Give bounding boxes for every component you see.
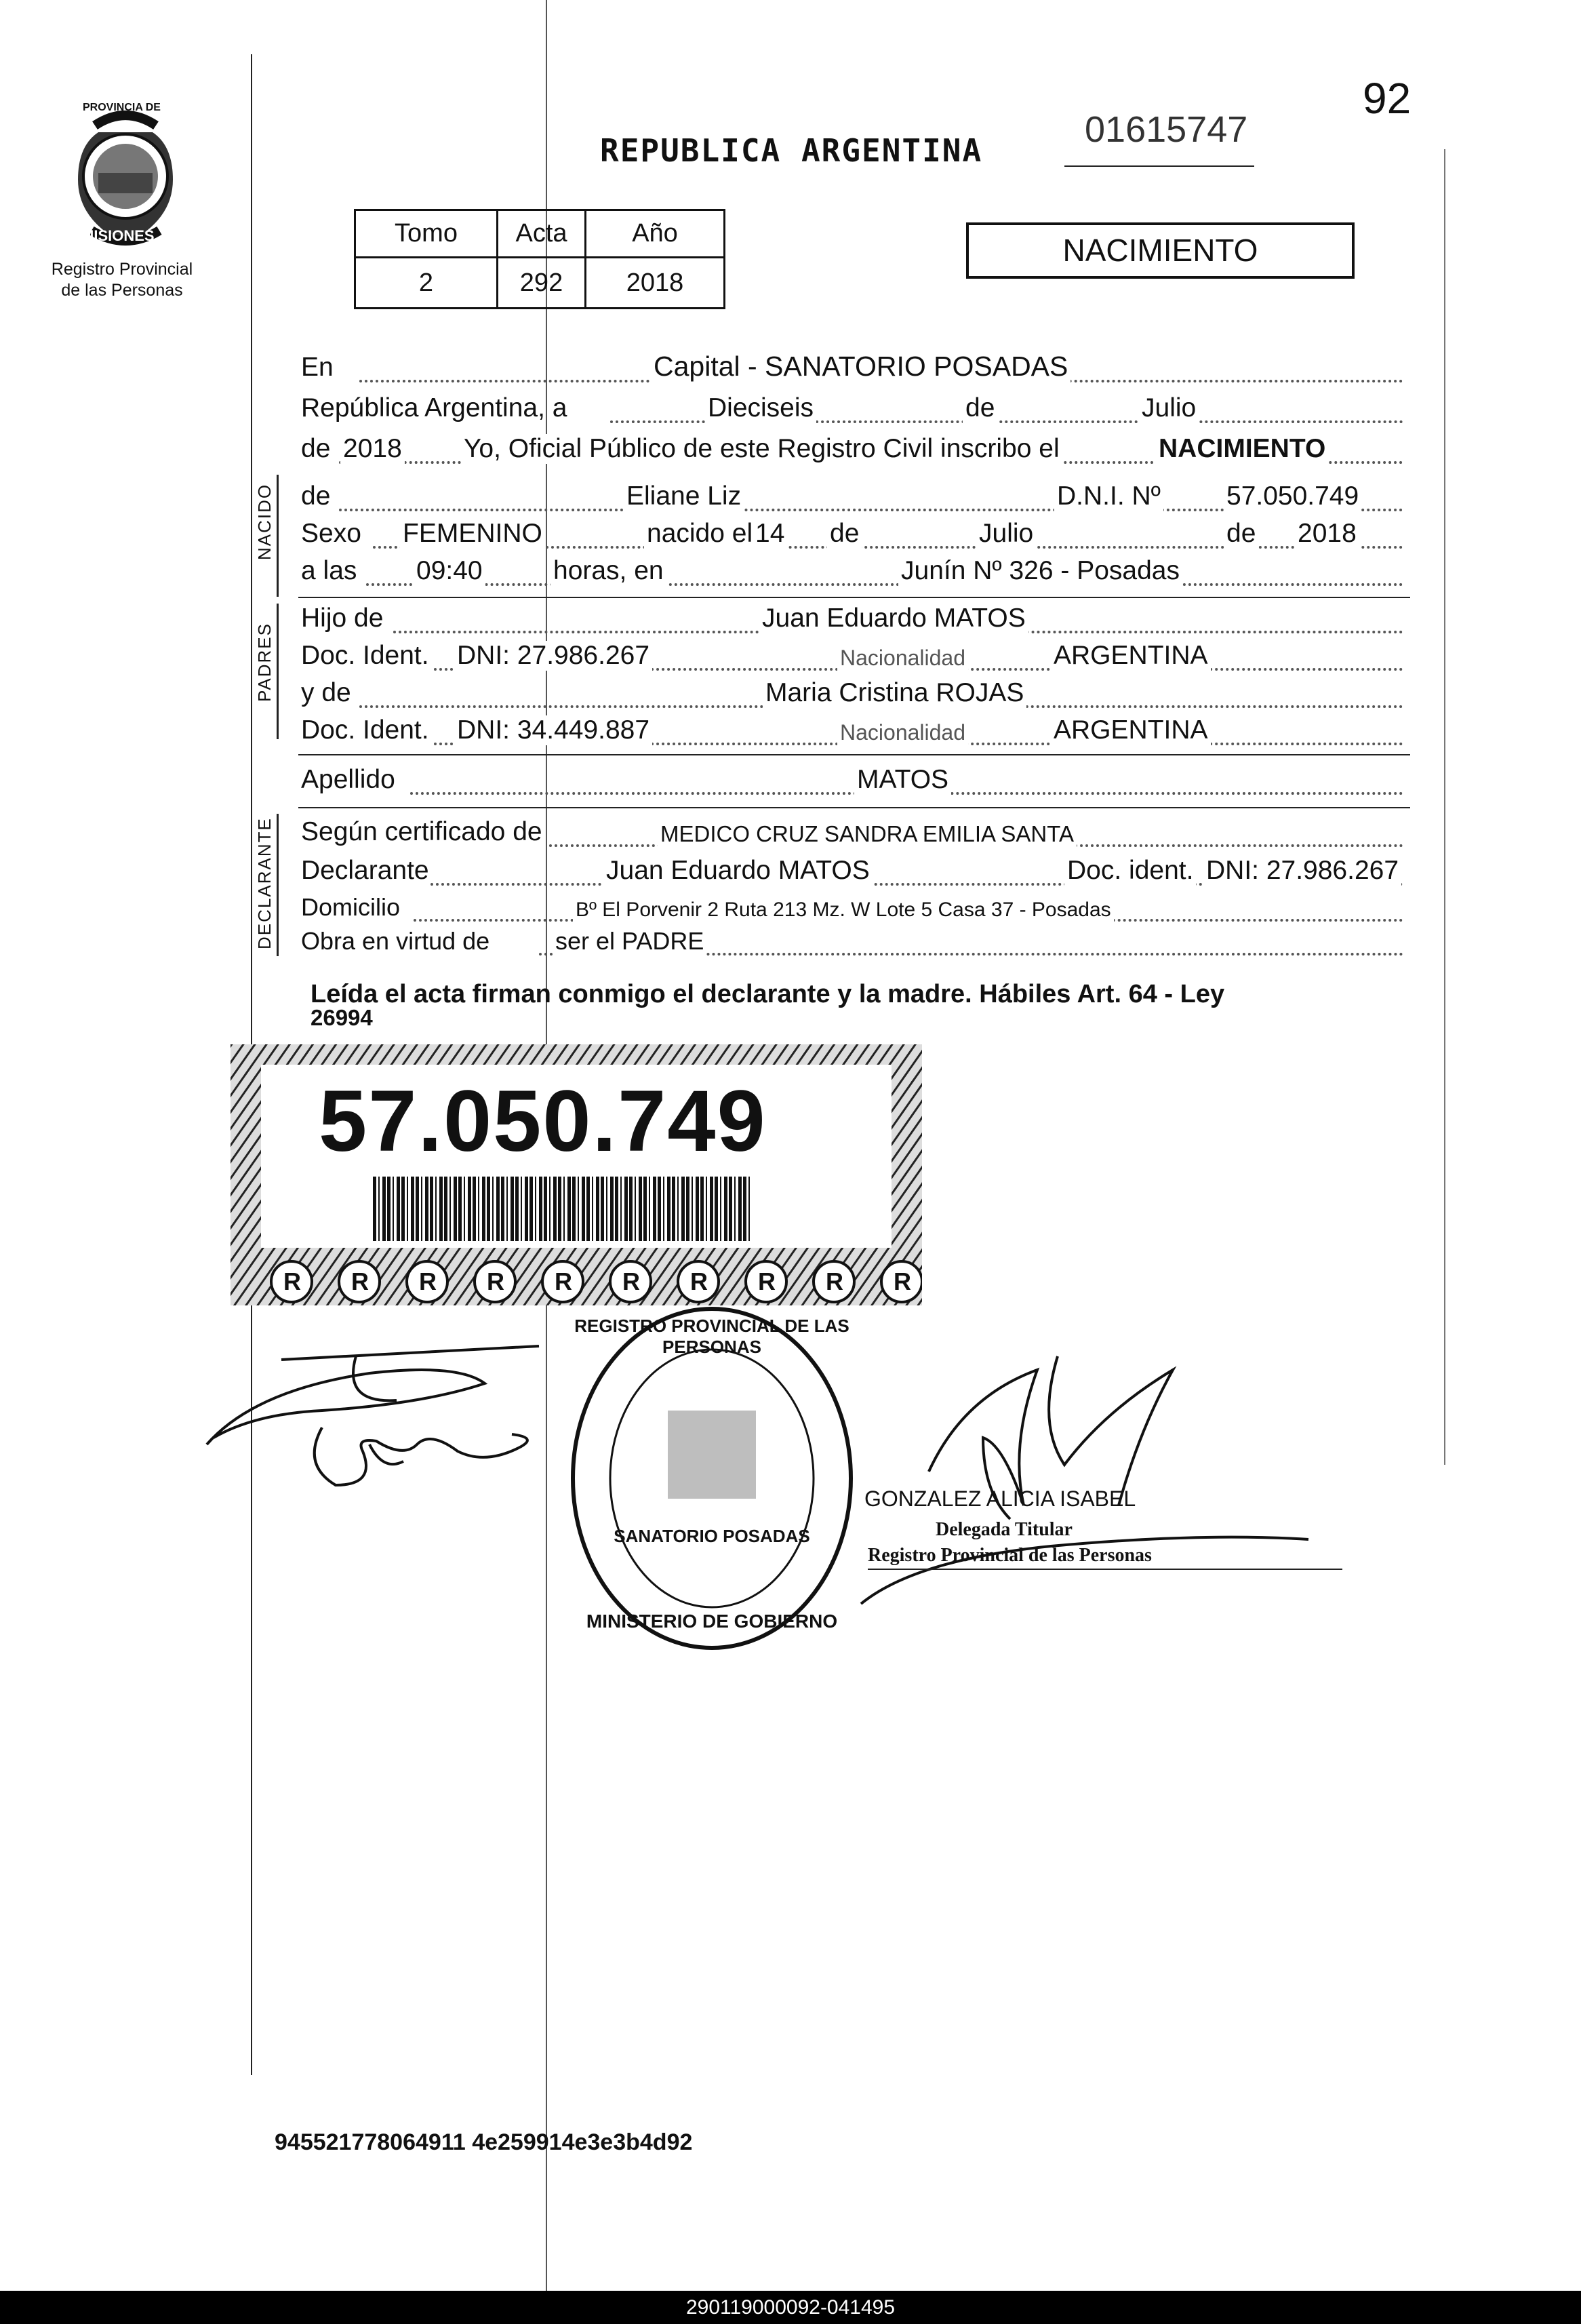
row-declarante — [298, 849, 1410, 890]
label-segun: Según certificado de — [301, 817, 542, 846]
label-en: En — [301, 353, 334, 382]
seal-bottom-text: MISIONES — [81, 227, 155, 244]
value-declarante-name: Juan Eduardo MATOS — [603, 856, 873, 886]
value-mother-nat: ARGENTINA — [1051, 715, 1211, 745]
svg-text:R: R — [555, 1267, 572, 1295]
official-org: Registro Provincial de las Personas — [868, 1545, 1152, 1566]
serial-number: 01615747 — [1085, 109, 1248, 150]
value-obra: ser el PADRE — [553, 927, 706, 956]
label-apellido: Apellido — [301, 765, 395, 794]
value-birth-year: 2018 — [1295, 519, 1359, 549]
seal-top-text: PROVINCIA DE — [83, 102, 161, 113]
label-mother-doc: Doc. Ident. — [301, 715, 429, 745]
table-value-tomo: 2 — [355, 258, 498, 309]
svg-text:R: R — [351, 1267, 369, 1295]
oval-stamp-bottom-text: MINISTERIO DE GOBIERNO — [586, 1611, 838, 1632]
label-de-birth-month: de — [827, 519, 862, 549]
row-obra — [298, 919, 1410, 960]
value-declarante-doc: DNI: 27.986.267 — [1203, 856, 1401, 886]
declarante-bracket — [277, 814, 279, 956]
officer-text: Yo, Oficial Público de este Registro Civil inscribo el — [461, 434, 1062, 464]
signature-line — [868, 1569, 1342, 1570]
official-name: GONZALEZ ALICIA ISABEL — [864, 1486, 1136, 1511]
record-type-label: NACIMIENTO — [1062, 233, 1258, 268]
signature-right — [847, 1343, 1336, 1628]
label-y-de: y de — [301, 678, 351, 707]
section-padres: PADRES — [254, 623, 275, 702]
sticker-dni-number: 57.050.749 — [319, 1073, 767, 1170]
value-month: Julio — [1139, 393, 1199, 423]
table-header-ano: Año — [586, 210, 725, 258]
closing-line2: 26994 — [311, 1005, 373, 1030]
section-declarante: DECLARANTE — [254, 817, 275, 949]
section-nacido: NACIDO — [254, 483, 275, 560]
value-apellido: MATOS — [854, 765, 951, 795]
oval-stamp-middle-text: SANATORIO POSADAS — [614, 1526, 810, 1546]
value-birth-month: Julio — [976, 519, 1036, 549]
table-header-tomo: Tomo — [355, 210, 498, 258]
closing-line1: Leída el acta firman conmigo el declarante y la madre. Hábiles Art. 64 - Ley — [311, 980, 1225, 1008]
label-sexo: Sexo — [301, 519, 361, 548]
row-y-de — [298, 671, 1410, 712]
dni-sticker — [231, 1044, 922, 1305]
table-value-ano: 2018 — [586, 258, 725, 309]
svg-text:R: R — [758, 1267, 776, 1295]
table-value-acta: 292 — [498, 258, 586, 309]
row-hijo-de — [298, 597, 1410, 637]
label-a-las: a las — [301, 556, 357, 585]
value-father-nat: ARGENTINA — [1051, 641, 1211, 671]
nacido-bracket — [277, 475, 279, 597]
value-father-doc: DNI: 27.986.267 — [454, 641, 652, 671]
divider-padres — [298, 754, 1410, 755]
value-address: Bº El Porvenir 2 Ruta 213 Mz. W Lote 5 Casa 37 - Posadas — [573, 899, 1114, 922]
svg-text:R: R — [894, 1267, 911, 1295]
value-child-name: Eliane Liz — [624, 481, 744, 511]
row-year-officer — [298, 427, 1410, 468]
label-declarante-doc: Doc. ident. — [1064, 856, 1196, 886]
value-certificate: MEDICO CRUZ SANDRA EMILIA SANTA — [658, 821, 1077, 847]
oval-stamp — [566, 1302, 858, 1655]
label-declarante: Declarante — [301, 856, 429, 885]
footer-hash: 945521778064911 4e259914e3e3b4d92 — [275, 2129, 693, 2155]
page-number: 92 — [1363, 74, 1412, 123]
label-nacido-el: nacido el — [644, 519, 755, 549]
label-father-nat: Nacionalidad — [837, 646, 968, 671]
signature-left — [200, 1309, 553, 1526]
label-de-birth-year: de — [1224, 519, 1258, 549]
label-de-year: de — [301, 434, 331, 463]
label-de-name: de — [301, 481, 331, 511]
sticker-barcode — [373, 1177, 753, 1241]
country-title: REPUBLICA ARGENTINA — [600, 132, 983, 169]
row-mother-doc — [298, 709, 1410, 749]
label-domicilio: Domicilio — [301, 893, 401, 921]
divider-apellido — [298, 807, 1410, 808]
value-birth-day: 14 — [753, 519, 787, 549]
svg-text:R: R — [283, 1267, 301, 1295]
value-day: Dieciseis — [705, 393, 816, 423]
padres-bracket — [277, 604, 279, 739]
row-sexo — [298, 512, 1410, 553]
footer-bar — [0, 2291, 1581, 2324]
registry-table — [354, 209, 725, 309]
label-de-month: de — [963, 393, 997, 423]
org-name-line1: Registro Provincial — [51, 260, 193, 279]
value-time: 09:40 — [414, 556, 485, 586]
org-name-line2: de las Personas — [61, 281, 183, 300]
value-place: Capital - SANATORIO POSADAS — [651, 351, 1070, 382]
record-type-box — [966, 222, 1355, 279]
svg-text:R: R — [622, 1267, 640, 1295]
svg-text:R: R — [690, 1267, 708, 1295]
label-hijo-de: Hijo de — [301, 604, 384, 633]
value-year: 2018 — [340, 434, 405, 464]
table-header-acta: Acta — [498, 210, 586, 258]
row-en — [298, 346, 1410, 387]
label-dni: D.N.I. Nº — [1054, 481, 1163, 511]
value-father: Juan Eduardo MATOS — [759, 604, 1028, 633]
row-segun — [298, 810, 1410, 851]
svg-text:R: R — [826, 1267, 843, 1295]
value-sexo: FEMENINO — [400, 519, 545, 549]
value-birth-place: Junín Nº 326 - Posadas — [898, 556, 1182, 586]
svg-text:R: R — [419, 1267, 437, 1295]
label-republica: República Argentina, a — [301, 393, 567, 422]
value-mother: Maria Cristina ROJAS — [763, 678, 1026, 708]
label-horas: horas, en — [551, 556, 666, 586]
official-title: Delegada Titular — [936, 1519, 1073, 1540]
label-father-doc: Doc. Ident. — [301, 641, 429, 670]
value-mother-doc: DNI: 34.449.887 — [454, 715, 652, 745]
label-mother-nat: Nacionalidad — [837, 720, 968, 745]
oval-stamp-top-text: REGISTRO PROVINCIAL DE LAS PERSONAS — [574, 1316, 849, 1357]
svg-text:R: R — [487, 1267, 504, 1295]
row-republica — [298, 387, 1410, 427]
value-child-dni: 57.050.749 — [1224, 481, 1361, 511]
value-record-kind: NACIMIENTO — [1156, 434, 1328, 464]
label-obra: Obra en virtud de — [301, 927, 490, 955]
margin-line-right — [1444, 149, 1445, 1465]
footer-bar-text: 290119000092-041495 — [685, 2296, 896, 2319]
row-father-doc — [298, 634, 1410, 675]
row-a-las — [298, 549, 1410, 590]
row-apellido — [298, 758, 1410, 799]
serial-underline — [1064, 165, 1254, 167]
row-nacido-name — [298, 475, 1410, 515]
